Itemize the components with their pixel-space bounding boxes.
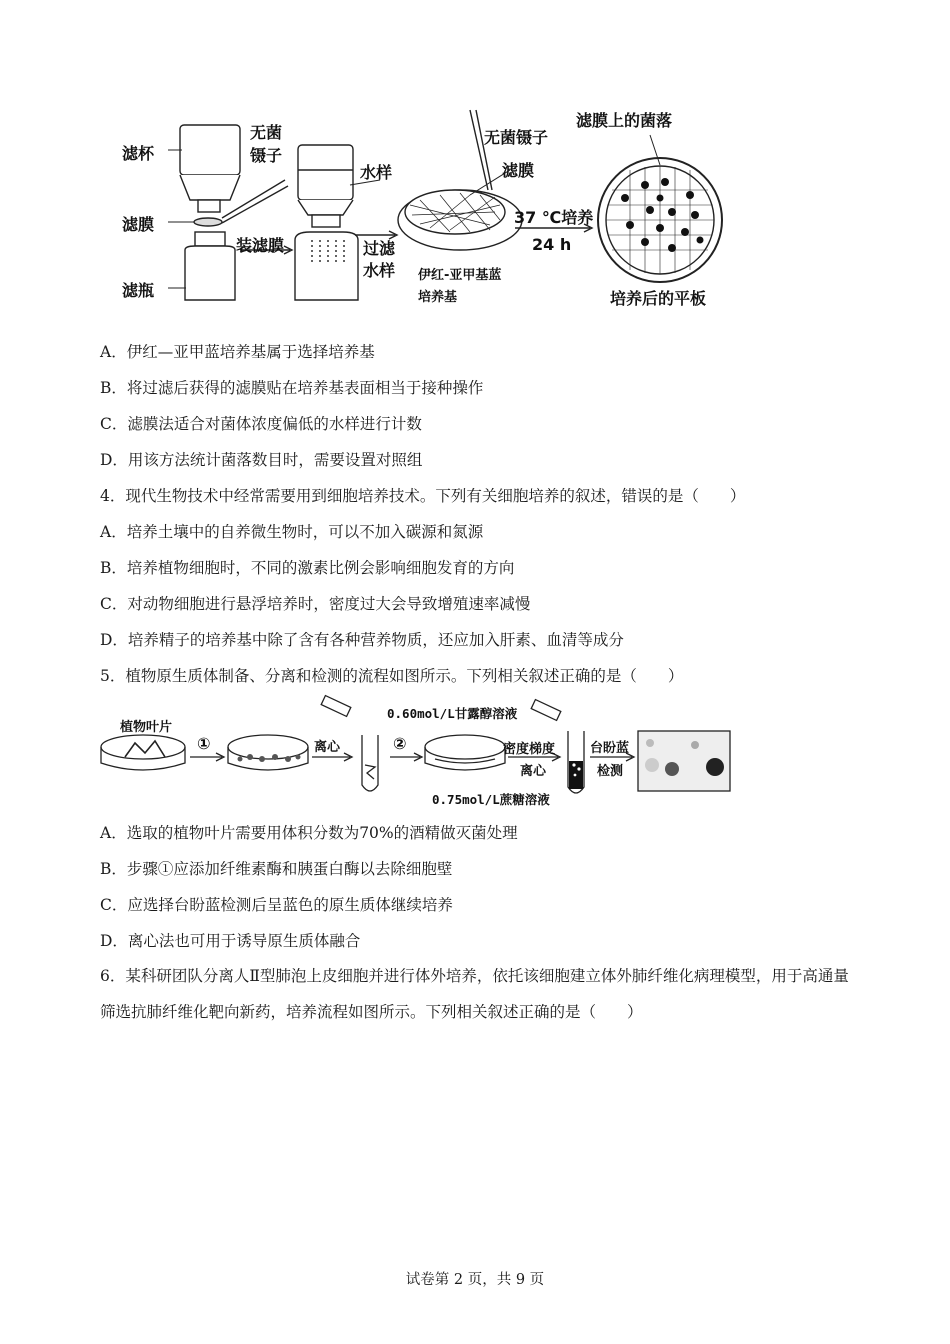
label-plant-leaf: 植物叶片 [120, 720, 173, 735]
label-sucrose: 0.75mol/L蔗糖溶液 [432, 792, 550, 807]
q5-option-a: A．选取的植物叶片需要用体积分数为70%的酒精做灭菌处理 [100, 824, 518, 842]
label-culture-time: 24 h [532, 235, 572, 254]
label-trypan-b: 检测 [597, 764, 624, 779]
label-sterile-tweezers-a: 无菌 [250, 123, 283, 142]
label-step-2: ② [393, 734, 407, 753]
q4-option-d: D．培养精子的培养基中除了含有各种营养物质，还应加入肝素、血清等成分 [100, 631, 624, 649]
label-membrane: 滤膜 [122, 215, 155, 234]
label-trypan-a: 台盼蓝 [590, 741, 630, 756]
q4-option-c: C．对动物细胞进行悬浮培养时，密度过大会导致增殖速率减慢 [100, 595, 531, 613]
label-plate-after-culture: 培养后的平板 [610, 289, 707, 308]
q5-stem: 5．植物原生质体制备、分离和检测的流程如图所示。下列相关叙述正确的是（ ） [100, 667, 684, 685]
label-mannitol: 0.60mol/L甘露醇溶液 [387, 706, 518, 721]
q4-option-b: B．培养植物细胞时，不同的激素比例会影响细胞发育的方向 [100, 559, 515, 577]
label-sterile-tweezers-b: 镊子 [250, 146, 283, 165]
label-density-b: 离心 [520, 764, 547, 779]
q3-option-a: A．伊红—亚甲蓝培养基属于选择培养基 [100, 343, 375, 361]
q5-option-b: B．步骤①应添加纤维素酶和胰蛋白酶以去除细胞壁 [100, 860, 453, 878]
q5-option-c: C．应选择台盼蓝检测后呈蓝色的原生质体继续培养 [100, 896, 453, 914]
label-medium-a: 伊红-亚甲基蓝 [418, 268, 502, 283]
q3-option-d: D．用该方法统计菌落数目时，需要设置对照组 [100, 451, 423, 469]
page-footer: 试卷第 2 页，共 9 页 [405, 1272, 545, 1288]
q5-option-d: D．离心法也可用于诱导原生质体融合 [100, 932, 361, 950]
label-density-a: 密度梯度 [503, 742, 556, 757]
label-culture-temp: 37 ℃培养 [514, 208, 594, 227]
label-centrifuge: 离心 [314, 740, 341, 755]
label-membrane-2: 滤膜 [502, 161, 535, 180]
label-filter-bottle: 滤瓶 [122, 281, 155, 300]
label-filter-cup: 滤杯 [122, 144, 155, 163]
label-filter-a: 过滤 [363, 239, 396, 258]
label-water-sample: 水样 [360, 163, 393, 182]
q4-stem: 4．现代生物技术中经常需要用到细胞培养技术。下列有关细胞培养的叙述，错误的是（ ） [100, 487, 746, 505]
label-filter-b: 水样 [363, 261, 396, 280]
label-step-1: ① [197, 734, 211, 753]
label-install-membrane: 装滤膜 [236, 236, 285, 255]
q3-option-b: B．将过滤后获得的滤膜贴在培养基表面相当于接种操作 [100, 379, 484, 397]
q3-option-c: C．滤膜法适合对菌体浓度偏低的水样进行计数 [100, 415, 422, 433]
label-colonies-on-membrane: 滤膜上的菌落 [576, 111, 673, 130]
label-medium-b: 培养基 [418, 290, 458, 305]
q4-option-a: A．培养土壤中的自养微生物时，可以不加入碳源和氮源 [100, 523, 484, 541]
q6-stem: 6．某科研团队分离人Ⅱ型肺泡上皮细胞并进行体外培养，依托该细胞建立体外肺纤维化病理模型，用于高通量筛选抗肺纤维化靶向新药，培养流程如图所示。下列相关叙述正确的是（ ） [100, 967, 849, 1021]
label-sterile-tweezers-2: 无菌镊子 [484, 128, 549, 147]
